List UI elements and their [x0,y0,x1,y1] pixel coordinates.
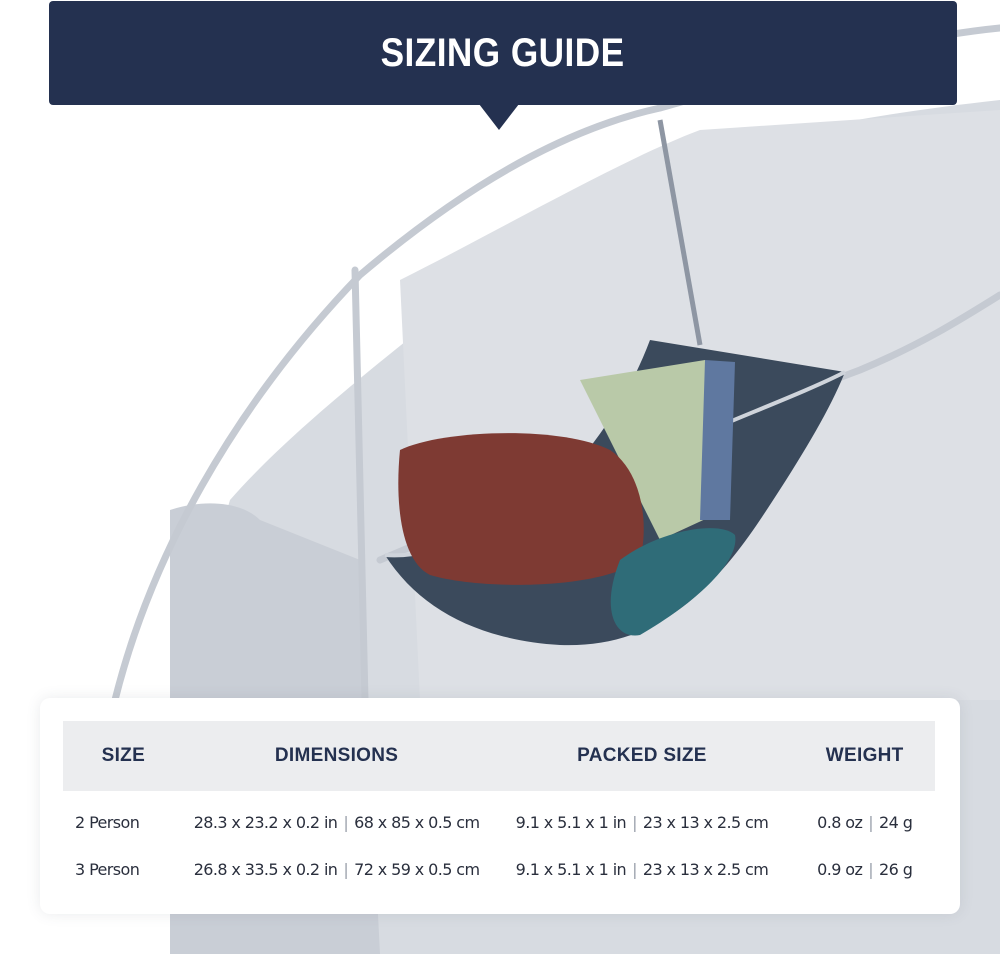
weight-g: 24 g [879,813,913,832]
header-weight: WEIGHT [794,721,935,791]
packed-in: 9.1 x 5.1 x 1 in [515,860,627,879]
separator: | [632,813,637,832]
header-packed-size: PACKED SIZE [490,721,795,791]
blanket [398,433,643,585]
cell-size: 3 Person [75,860,140,879]
separator: | [343,860,349,879]
separator: | [343,813,349,832]
dimensions-in: 26.8 x 33.5 x 0.2 in [193,860,338,879]
cell-dimensions [184,846,490,893]
table-row [63,791,935,846]
cell-weight [794,846,935,893]
sizing-guide-banner [49,1,957,105]
weight-oz: 0.8 oz [817,813,863,832]
separator: | [868,813,874,832]
packed-in: 9.1 x 5.1 x 1 in [515,813,627,832]
header-dimensions: DIMENSIONS [184,721,490,791]
separator: | [868,860,874,879]
table-header-row [63,721,935,791]
cell-size: 2 Person [75,813,140,832]
dimensions-cm: 72 x 59 x 0.5 cm [354,860,480,879]
sizing-table-card [40,698,960,914]
cell-packed-size [490,791,795,846]
weight-g: 26 g [879,860,913,879]
packed-cm: 23 x 13 x 2.5 cm [642,860,769,879]
sizing-table [63,721,935,893]
separator: | [632,860,637,879]
banner-pointer [479,104,519,130]
header-size: SIZE [63,721,184,791]
cell-weight [794,791,935,846]
dimensions-cm: 68 x 85 x 0.5 cm [354,813,480,832]
banner-title: SIZING GUIDE [381,30,625,75]
weight-oz: 0.9 oz [817,860,863,879]
cell-dimensions [184,791,490,846]
dimensions-in: 28.3 x 23.2 x 0.2 in [193,813,338,832]
packed-cm: 23 x 13 x 2.5 cm [642,813,769,832]
cell-packed-size [490,846,795,893]
table-row [63,846,935,893]
